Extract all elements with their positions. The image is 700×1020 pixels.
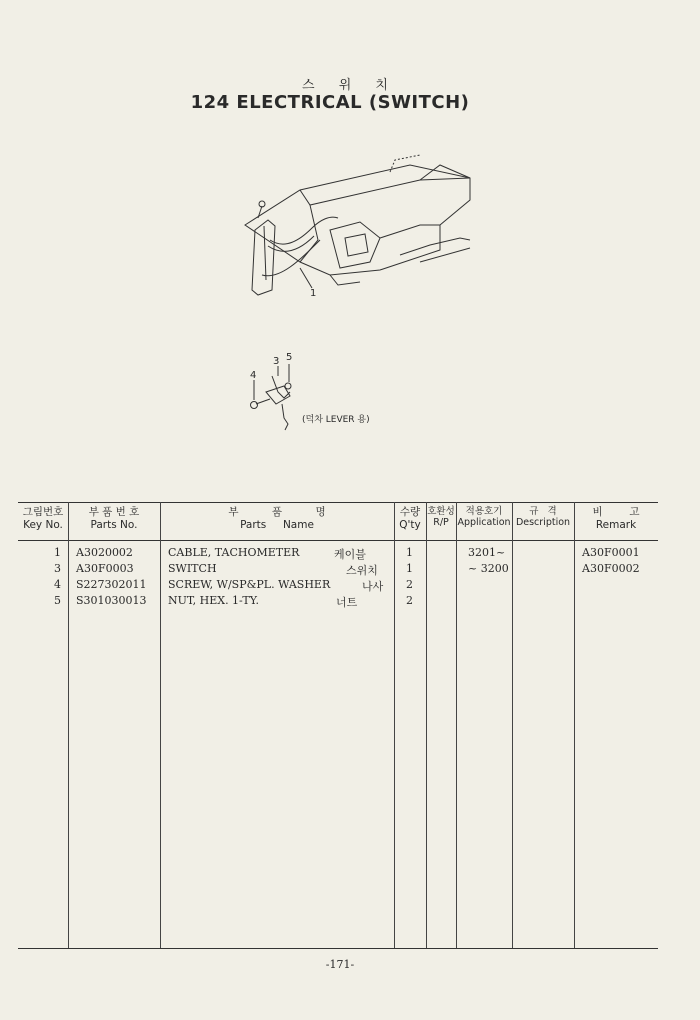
col-remark: 비 고 Remark [592, 506, 640, 531]
col-part-no: 부 품 번 호 Parts No. [88, 506, 140, 531]
callout-1: 1 [310, 288, 317, 299]
diagram-note: (덕차 LEVER 용) [302, 415, 370, 425]
callout-5: 5 [286, 352, 293, 363]
table-row: 1 A3020002 CABLE, TACHOMETER 케이블 1 3201~ A30F0001 [54, 546, 640, 561]
col-application: 적용호기 Application [457, 506, 511, 529]
table-row: 3 A30F0003 SWITCH 스위치 1 ~ 3200 A30F0002 [54, 562, 640, 577]
page-number: -171- [325, 958, 355, 971]
col-description: 규 격 Description [515, 506, 571, 529]
col-parts-name: 부 품 명 Parts Name [228, 506, 326, 531]
callout-3: 3 [273, 356, 280, 367]
table-row: 5 S301030013 NUT, HEX. 1-TY. 너트 2 [54, 594, 413, 609]
title-korean: 스 위 치 [302, 78, 398, 93]
col-key: 그림번호 Key No. [22, 506, 64, 531]
parts-diagram [0, 130, 700, 450]
col-rp: 호환성 R/P [427, 506, 455, 529]
page-title: 124 ELECTRICAL (SWITCH) [190, 92, 470, 113]
parts-table [18, 502, 658, 948]
table-row: 4 S227302011 SCREW, W/SP&PL. WASHER 나사 2 [54, 578, 413, 593]
col-qty: 수량 Q'ty [399, 506, 421, 531]
callout-4: 4 [250, 370, 257, 381]
